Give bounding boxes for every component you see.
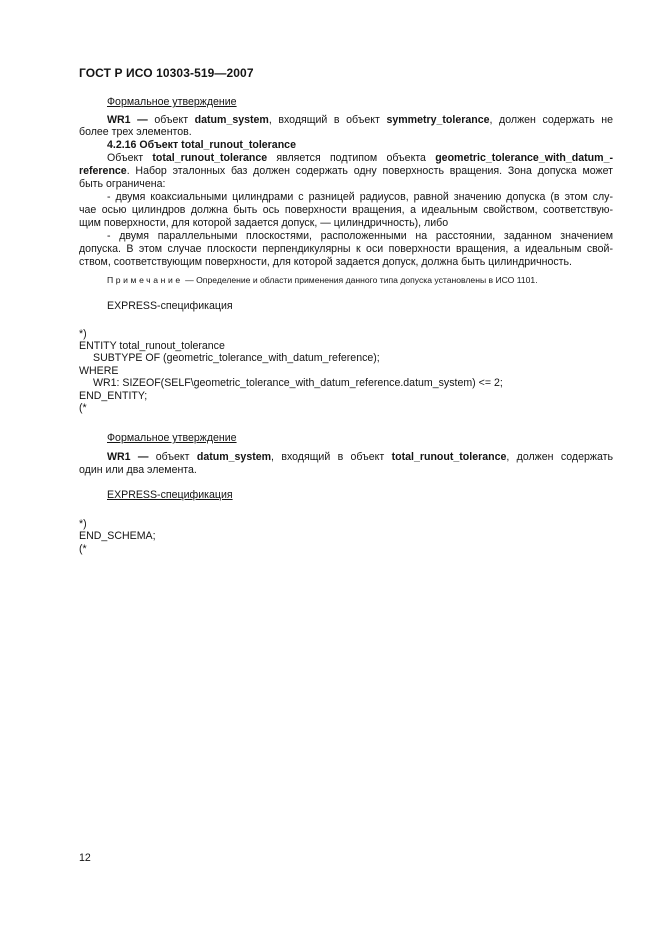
express-spec-label: EXPRESS-спецификация: [107, 300, 233, 312]
wr1-line-2: более трех элементов.: [79, 126, 192, 138]
entity-name: geometric_tolerance_with_datum_-: [435, 152, 613, 164]
text-fragment: , входящий в объект: [268, 114, 387, 126]
note: [107, 275, 538, 285]
text-fragment: - двумя коаксиальными цилиндрами с разницей радиусов, равной значению допуска (в этом слу-: [107, 191, 613, 203]
text-fragment: чае осью цилиндров должна быть ось поверхности вращения, а идеальным свойством, соответствую-: [79, 204, 613, 216]
note-label: Примечание: [107, 275, 183, 285]
code-line: WHERE: [79, 365, 119, 377]
code-line: SUBTYPE OF (geometric_tolerance_with_datum_reference);: [93, 352, 380, 364]
bullet-line: [79, 243, 613, 255]
wr1-label: WR1 —: [107, 451, 149, 463]
code-line: (*: [79, 402, 87, 414]
code-line: END_ENTITY;: [79, 390, 148, 402]
entity-name: symmetry_tolerance: [386, 114, 490, 126]
document-header: ГОСТ Р ИСО 10303-519—2007: [79, 66, 254, 80]
wr1-line-1: [107, 451, 613, 463]
text-fragment: , входящий в объект: [271, 451, 392, 463]
code-line: ENTITY total_runout_tolerance: [79, 340, 225, 352]
entity-name: total_runout_tolerance: [152, 152, 268, 164]
code-line: END_SCHEMA;: [79, 530, 156, 542]
paragraph-line: [79, 165, 613, 177]
note-text: — Определение и области применения данного типа допуска установлены в ИСО 1101.: [182, 275, 538, 285]
bullet-line: [79, 204, 613, 216]
paragraph-line: быть ограничена:: [79, 178, 166, 190]
wr1-line-1: [107, 114, 613, 126]
bullet-line: щим поверхности, для которой задается допуск, — цилиндричность), либо: [79, 217, 449, 229]
section-title-prefix: Объект: [139, 139, 179, 151]
text-fragment: - двумя параллельными плоскостями, расположенными на расстоянии, заданном значением: [107, 230, 613, 242]
bullet-line: ством, соответствующим поверхности, для которой задается допуск, должна быть цилиндричность.: [79, 256, 572, 268]
entity-name: datum_system: [194, 114, 269, 126]
text-fragment: , должен содержать не: [489, 114, 613, 126]
entity-name: reference: [79, 165, 127, 177]
text-fragment: объект: [147, 114, 195, 126]
entity-name: datum_system: [196, 451, 272, 463]
section-number: 4.2.16: [107, 139, 137, 151]
code-line: (*: [79, 543, 87, 555]
text-fragment: допуска. В этом случае плоскости перпендикулярны к оси поверхности вращения, а идеальным свой-: [79, 243, 613, 255]
section-title-name: total_runout_tolerance: [181, 139, 296, 151]
page-number: 12: [79, 852, 91, 864]
bullet-line: [107, 191, 613, 203]
paragraph-line: [107, 152, 613, 164]
code-line: *): [79, 518, 87, 530]
formal-statement-heading: Формальное утверждение: [107, 96, 237, 108]
wr1-line-2: один или два элемента.: [79, 464, 197, 476]
text-fragment: Объект: [107, 152, 153, 164]
entity-name: total_runout_tolerance: [391, 451, 507, 463]
text-fragment: является подтипом объекта: [267, 152, 436, 164]
section-heading: [107, 139, 296, 151]
formal-statement-heading: Формальное утверждение: [107, 432, 237, 444]
text-fragment: . Набор эталонных баз должен содержать одну поверхность вращения. Зона допуска может: [126, 165, 613, 177]
express-spec-label: EXPRESS-спецификация: [107, 489, 233, 501]
code-line: *): [79, 328, 87, 340]
text-fragment: , должен содержать: [506, 451, 613, 463]
code-line: WR1: SIZEOF(SELF\geometric_tolerance_with_datum_reference.datum_system) <= 2;: [93, 377, 503, 389]
text-fragment: объект: [148, 451, 197, 463]
bullet-line: [107, 230, 613, 242]
wr1-label: WR1 —: [107, 114, 148, 126]
